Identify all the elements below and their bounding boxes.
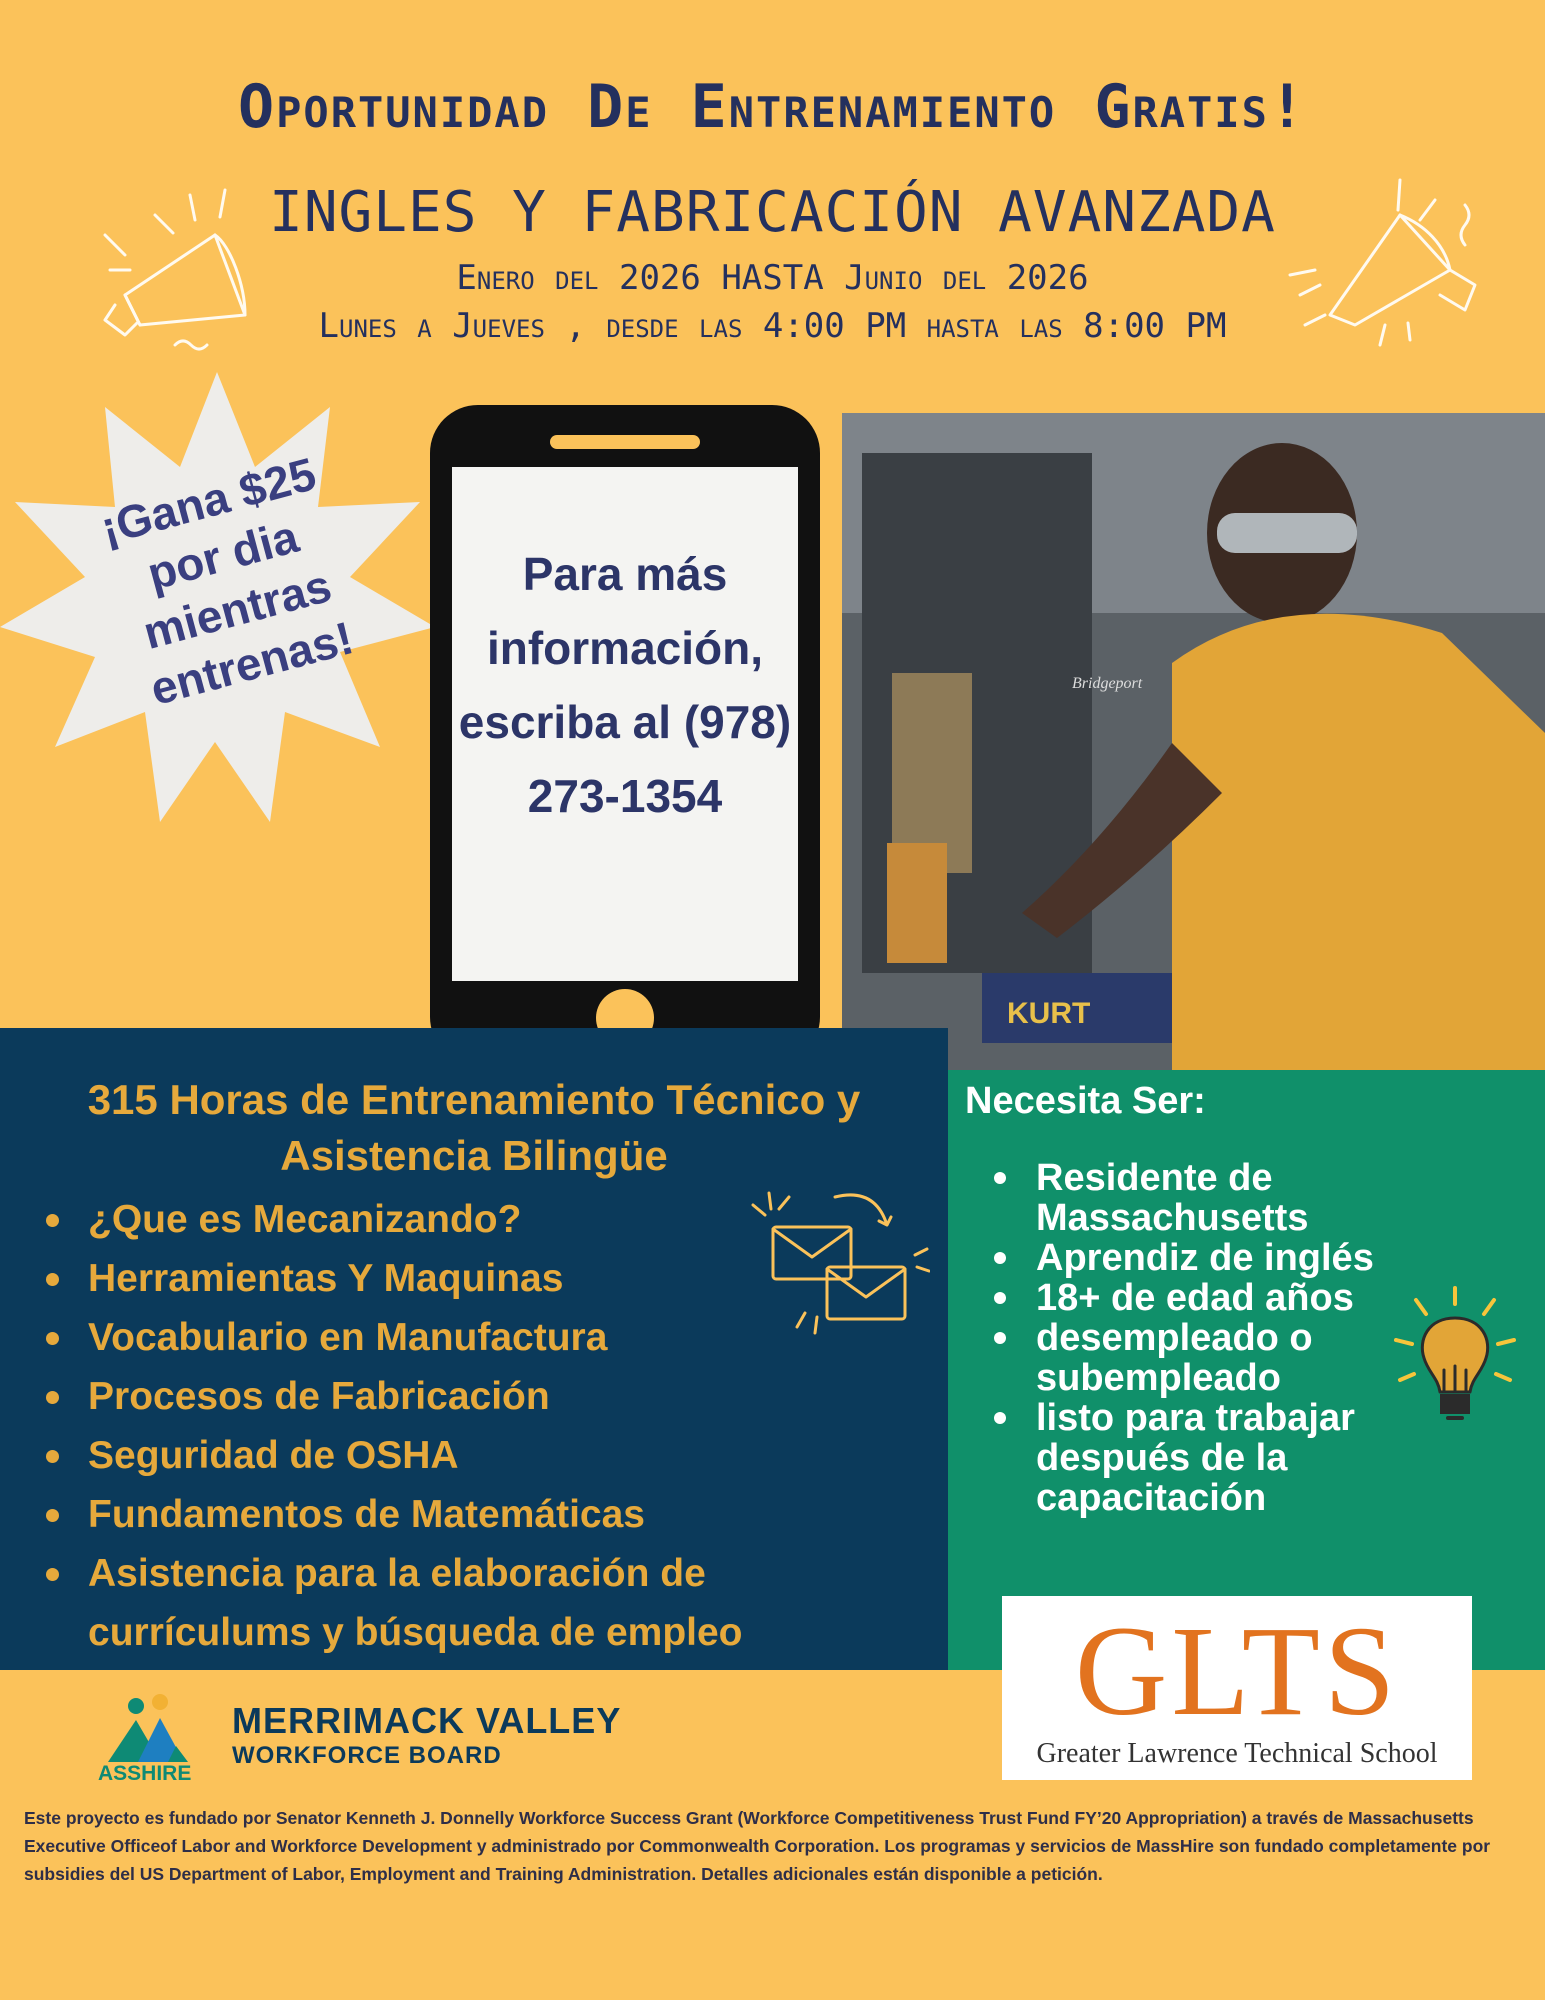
program-subtitle: INGLES Y FABRICACIÓN AVANZADA — [269, 180, 1276, 245]
glts-logo-text: GLTS — [1074, 1600, 1400, 1742]
list-item: Herramientas Y Maquinas — [40, 1249, 900, 1308]
glts-school-name: Greater Lawrence Technical School — [1036, 1738, 1438, 1769]
lightbulb-icon — [1388, 1280, 1523, 1440]
list-item: ¿Que es Mecanizando? — [40, 1190, 900, 1249]
envelopes-icon — [745, 1185, 930, 1335]
list-item: desempleado o subempleado — [990, 1318, 1460, 1398]
workforce-board-title: MERRIMACK VALLEY — [232, 1700, 622, 1741]
funding-disclaimer: Este proyecto es fundado por Senator Kenneth J. Donnelly Workforce Success Grant (Workforce Competitiveness Trust Fund FY’20 Appropriation) a través de Massachusetts Executive Officeof Labor and Workforce Development y administrado por Commonwealth Corporation. Los programas y servicios de MassHire son fundado completamente por subsidies del US Department of Labor, Employment and Training Administration. Detalles adicionales están disponible a petición. — [24, 1808, 1491, 1884]
glts-logo — [1002, 1596, 1472, 1780]
masshire-label: ASSHIRE — [98, 1762, 192, 1785]
megaphone-icon — [95, 175, 265, 355]
list-item: 18+ de edad años — [990, 1278, 1460, 1318]
list-item: Asistencia para la elaboración de currículums y búsqueda de empleo — [40, 1544, 900, 1662]
list-item: Vocabulario en Manufactura — [40, 1308, 900, 1367]
phone-speaker — [550, 435, 700, 449]
list-item: Seguridad de OSHA — [40, 1426, 900, 1485]
list-item: Residente de Massachusetts — [990, 1158, 1460, 1238]
kurt-label: KURT — [1007, 997, 1091, 1030]
phone-screen — [452, 467, 798, 981]
list-item: listo para trabajar después de la capacitación — [990, 1398, 1460, 1518]
page-title: Oportunidad De Entrenamiento Gratis! — [238, 72, 1307, 142]
list-item: Procesos de Fabricación — [40, 1367, 900, 1426]
training-heading: 315 Horas de Entrenamiento Técnico y Asistencia Bilingüe — [87, 1076, 861, 1179]
phone-graphic — [430, 405, 820, 1065]
bridgeport-label: Bridgeport — [1072, 675, 1143, 692]
contact-info-text: Para más información, escriba al (978) 273-1354 — [458, 548, 792, 822]
list-item: Fundamentos de Matemáticas — [40, 1485, 900, 1544]
requirements-heading: Necesita Ser: — [965, 1080, 1206, 1122]
program-dates: Enero del 2026 HASTA Junio del 2026 — [456, 258, 1089, 298]
megaphone-icon — [1280, 175, 1495, 355]
program-hours: Lunes a Jueves , desde las 4:00 PM hasta las 8:00 PM — [318, 306, 1227, 346]
machinist-photo — [842, 413, 1545, 1070]
workforce-board-subtitle: WORKFORCE BOARD — [232, 1742, 502, 1769]
earn-per-day-text: ¡Gana $25 por dia mientras entrenas! — [95, 447, 359, 716]
list-item: Aprendiz de inglés — [990, 1238, 1460, 1278]
